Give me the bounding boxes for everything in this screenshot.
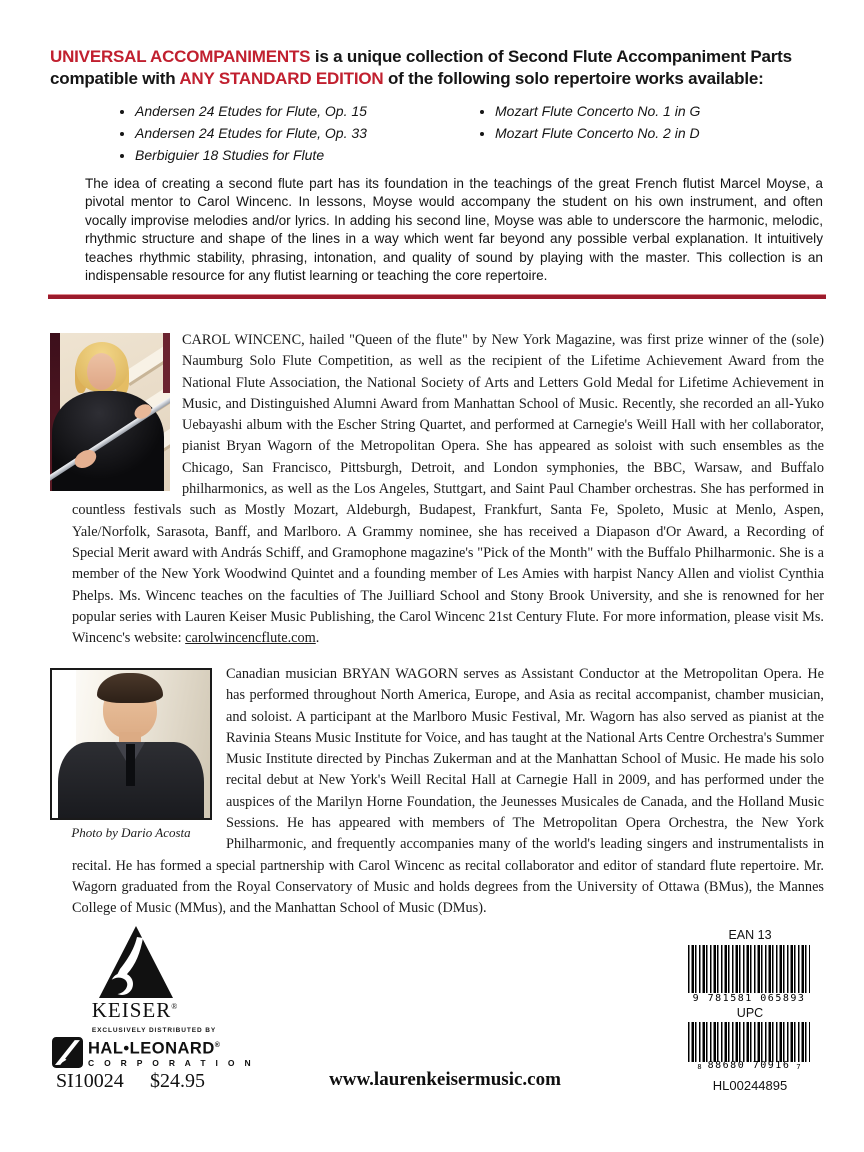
photo-credit: Photo by Dario Acosta <box>71 825 191 840</box>
carol-wincenc-photo <box>50 333 170 491</box>
keiser-logo <box>94 924 178 1007</box>
distributed-by-label: EXCLUSIVELY DISTRIBUTED BY <box>91 1027 217 1034</box>
photo-background-drape <box>163 333 170 393</box>
bryan-wagorn-photo <box>50 668 212 820</box>
keiser-triangle-note-icon <box>94 924 178 1002</box>
corporation-label: C O R P O R A T I O N <box>88 1057 255 1068</box>
carol-website-link: carolwincencflute.com <box>185 630 316 647</box>
repertoire-item: • Andersen 24 Etudes for Flute, Op. 33 <box>135 122 475 144</box>
repertoire-item: • Mozart Flute Concerto No. 1 in G <box>495 100 700 122</box>
hal-leonard-wordmark: HAL•LEONARD® <box>88 1039 221 1058</box>
hal-leonard-logo <box>52 1037 254 1069</box>
repertoire-lists <box>115 100 775 166</box>
bryan-bio-text: Canadian musician BRYAN WAGORN serves as Assistant Conductor at the Metropolitan Opera. He has performed throughout North America, Europe, and Asia as recital accompanist, chamber musician, and soloist. A participant at the Marlboro Music Festival, Mr. Wagorn has also served as pianist at the Ravinia Steans Music Institute for Voice, and has taught at the National Arts Centre Orchestra's Summer Music Institute directed by Pinchas Zukerman and at the Manhattan School of Music. He made his solo recital debut at New York's Weill Recital Hall at Carnegie Hall in 2009, and has performed under the auspices of the Marilyn Horne Foundation, the Jeunesses Musicales de Canada, and the Holland Music Sessions. He has appeared with members of The Metropolitan Opera Orchestra, the New York Philharmonic, and frequently accompanies many of the world's leading singers and instrumentalists in recital. He has formed a special partnership with Carol Wincenc as recital collaborator and editor of standard flute repertoire. Mr. Wagorn graduated from the Royal Conservatory of Music and holds degrees from the University of Ottawa (BMus), the Mannes College of Music (MMus), and the Manhattan School of Music (DMus). <box>72 666 824 917</box>
upc-digits: 8 88680 70916 7 <box>697 1060 801 1071</box>
ean13-digits: 9 781581 065893 <box>692 993 806 1004</box>
ean13-barcode <box>688 945 810 993</box>
carol-bio-section <box>72 330 824 649</box>
repertoire-item: • Berbiguier 18 Studies for Flute <box>135 144 475 166</box>
upc-barcode <box>688 1022 810 1062</box>
universal-accompaniments-text: UNIVERSAL ACCOMPANIMENTS <box>50 47 311 66</box>
upc-label: UPC <box>736 1006 764 1020</box>
repertoire-item: • Andersen 24 Etudes for Flute, Op. 15 <box>135 100 475 122</box>
price: $24.95 <box>150 1070 205 1092</box>
registered-mark: ® <box>214 1042 221 1049</box>
repertoire-list-left <box>115 100 475 166</box>
bryan-photo-block <box>50 668 212 841</box>
repertoire-list-right <box>475 100 700 166</box>
hair-shape <box>97 673 163 703</box>
header-line-1: UNIVERSAL ACCOMPANIMENTS is a unique collection of Second Flute Accompaniment Parts <box>50 47 792 66</box>
website-url: www.laurenkeisermusic.com <box>329 1069 561 1090</box>
intro-paragraph: The idea of creating a second flute part has its foundation in the teachings of the great French flutist Marcel Moyse, a pivotal mentor to Carol Wincenc. In lessons, Moyse would accompany the student on his own instrument, and often vocally improvise melodies and/or lyrics. In adding his second line, Moyse was able to underscore the harmonic, melodic, rhythmic structure and shape of the lines in a way which went far beyond any possible verbal explanation. It intuitively teaches rhythmic stability, phrasing, intonation, and quality of sound by playing with the master. This collection is an indispensable resource for any flutist learning or teaching the core repertoire. <box>85 175 823 284</box>
registered-mark: ® <box>171 1002 179 1011</box>
hl-number: HL00244895 <box>712 1078 788 1093</box>
repertoire-item: • Mozart Flute Concerto No. 2 in D <box>495 122 700 144</box>
face-shape <box>87 353 116 390</box>
catalog-number: SI10024 <box>56 1070 124 1092</box>
header-line-2: compatible with ANY STANDARD EDITION of the following solo repertoire works available: <box>50 69 764 88</box>
carol-bio-text: CAROL WINCENC, hailed "Queen of the flute" by New York Magazine, was first prize winner of the (sole) Naumburg Solo Flute Competition, as well as the recipient of the Lifetime Achievement Award from the National Flute Association, the National Society of Arts and Letters Gold Medal for Lifetime Achievement in Music, and Distinguished Alumni Award from Manhattan School of Music. Recently, she recorded an all-Yuko Uebayashi album with the Escher String Quartet, and performed at Carnegie's Weill Hall with her collaborator, pianist Bryan Wagorn of the Metropolitan Opera. She has appeared as soloist with such ensembles as the Chicago, San Francisco, Pittsburgh, Detroit, and London symphonies, the BBC, Warsaw, and Buffalo philharmonics, as well as the Los Angeles, Stuttgart, and Saint Paul Chamber orchestras. She has performed in countless festivals such as Mostly Mozart, Aldeburgh, Budapest, Frankfurt, Santa Fe, Spoleto, Music at Menlo, Aspen, Yale/Norfolk, Sarasota, Banff, and Marlboro. A Grammy nominee, she has received a Diapason d'Or Award, a Recording of Special Merit award with András Schiff, and Gramophone magazine's "Pick of the Month" with the Buffalo Philharmonic. She is a member of the New York Woodwind Quintet and a founding member of Les Amies with harpist Nancy Allen and violist Cynthia Phelps. Ms. Wincenc teaches on the faculties of The Juilliard School and Stony Brook University, and she is renowned for her popular series with Lauren Keiser Music Publishing, the Carol Wincenc 21st Century Flute. For more information, please visit Ms. Wincenc's website: carolwincencflute.com. <box>72 332 824 647</box>
ean13-label: EAN 13 <box>728 928 772 942</box>
bryan-bio-section <box>72 664 824 920</box>
tie-shape <box>126 744 135 786</box>
keiser-wordmark: KEISER® <box>91 998 179 1022</box>
divider-rule <box>48 294 826 299</box>
any-standard-edition-text: ANY STANDARD EDITION <box>179 69 384 88</box>
hal-leonard-icon <box>52 1037 83 1068</box>
header-title <box>50 46 832 90</box>
